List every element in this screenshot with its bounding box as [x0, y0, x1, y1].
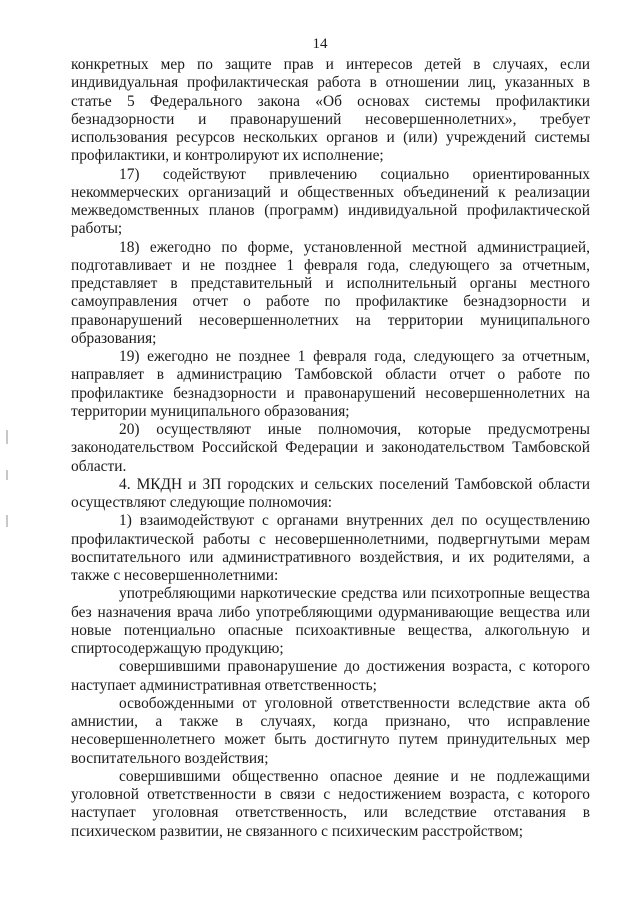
paragraph-item-20: 20) осуществляют иные полномочия, которые предусмотрены законодательством Российской Федерации и законодательством Тамбовской области. [71, 421, 590, 475]
page-number: 14 [312, 36, 328, 52]
paragraph-list-entry: совершившими общественно опасное деяние и не подлежащими уголовной ответственности в связи с недостижением возраста, с которого наступает уголовная ответственность, или вследствие отставания в психическом развитии, не связанного с психическим расстройством; [71, 767, 590, 840]
paragraph-continuation: конкретных мер по защите прав и интересов детей в случаях, если индивидуальная профилактическая работа в отношении лиц, указанных в статье 5 Федерального закона «Об основах системы профилактики безнадзорности и правонарушений несовершеннолетних», требует использования ресурсов нескольких органов и (или) учреждений системы профилактики, и контролируют их исполнение; [71, 56, 590, 165]
paragraph-list-entry: освобожденными от уголовной ответственности вследствие акта об амнистии, а также в случаях, когда признано, что исправление несовершеннолетнего может быть достигнуто путем принудительных мер воспитательного воздействия; [71, 694, 590, 767]
paragraph-section-4: 4. МКДН и ЗП городских и сельских поселений Тамбовской области осуществляют следующие полномочия: [71, 475, 590, 511]
margin-mark [6, 430, 8, 444]
margin-mark [6, 515, 8, 527]
paragraph-subitem-1: 1) взаимодействуют с органами внутренних дел по осуществлению профилактической работы с несовершеннолетними, подвергнутыми мерам воспитательного или административного воздействия, и их родителями, а также с несовершеннолетними: [71, 512, 590, 584]
paragraph-item-17: 17) содействуют привлечению социально ориентированных некоммерческих организаций и общественных объединений к реализации межведомственных планов (программ) индивидуальной профилактической работы; [71, 165, 590, 238]
document-body [71, 56, 590, 841]
margin-mark [6, 470, 8, 480]
paragraph-list-entry: употребляющими наркотические средства или психотропные вещества без назначения врача либо употребляющими одурманивающие вещества или новые потенциально опасные психоактивные вещества, алкогольную и спиртосодержащую продукцию; [71, 585, 590, 657]
paragraph-item-19: 19) ежегодно не позднее 1 февраля года, следующего за отчетным, направляет в администрацию Тамбовской области отчет о работе по профилактике безнадзорности и правонарушений несовершеннолетних на территории муниципального образования; [71, 348, 590, 420]
paragraph-item-18: 18) ежегодно по форме, установленной местной администрацией, подготавливает и не позднее 1 февраля года, следующего за отчетным, представляет в представительный и исполнительный органы местного самоуправления отчет о работе по профилактике безнадзорности и правонарушений несовершеннолетних на территории муниципального образования; [71, 238, 590, 347]
paragraph-list-entry: совершившими правонарушение до достижения возраста, с которого наступает административная ответственность; [71, 658, 590, 694]
